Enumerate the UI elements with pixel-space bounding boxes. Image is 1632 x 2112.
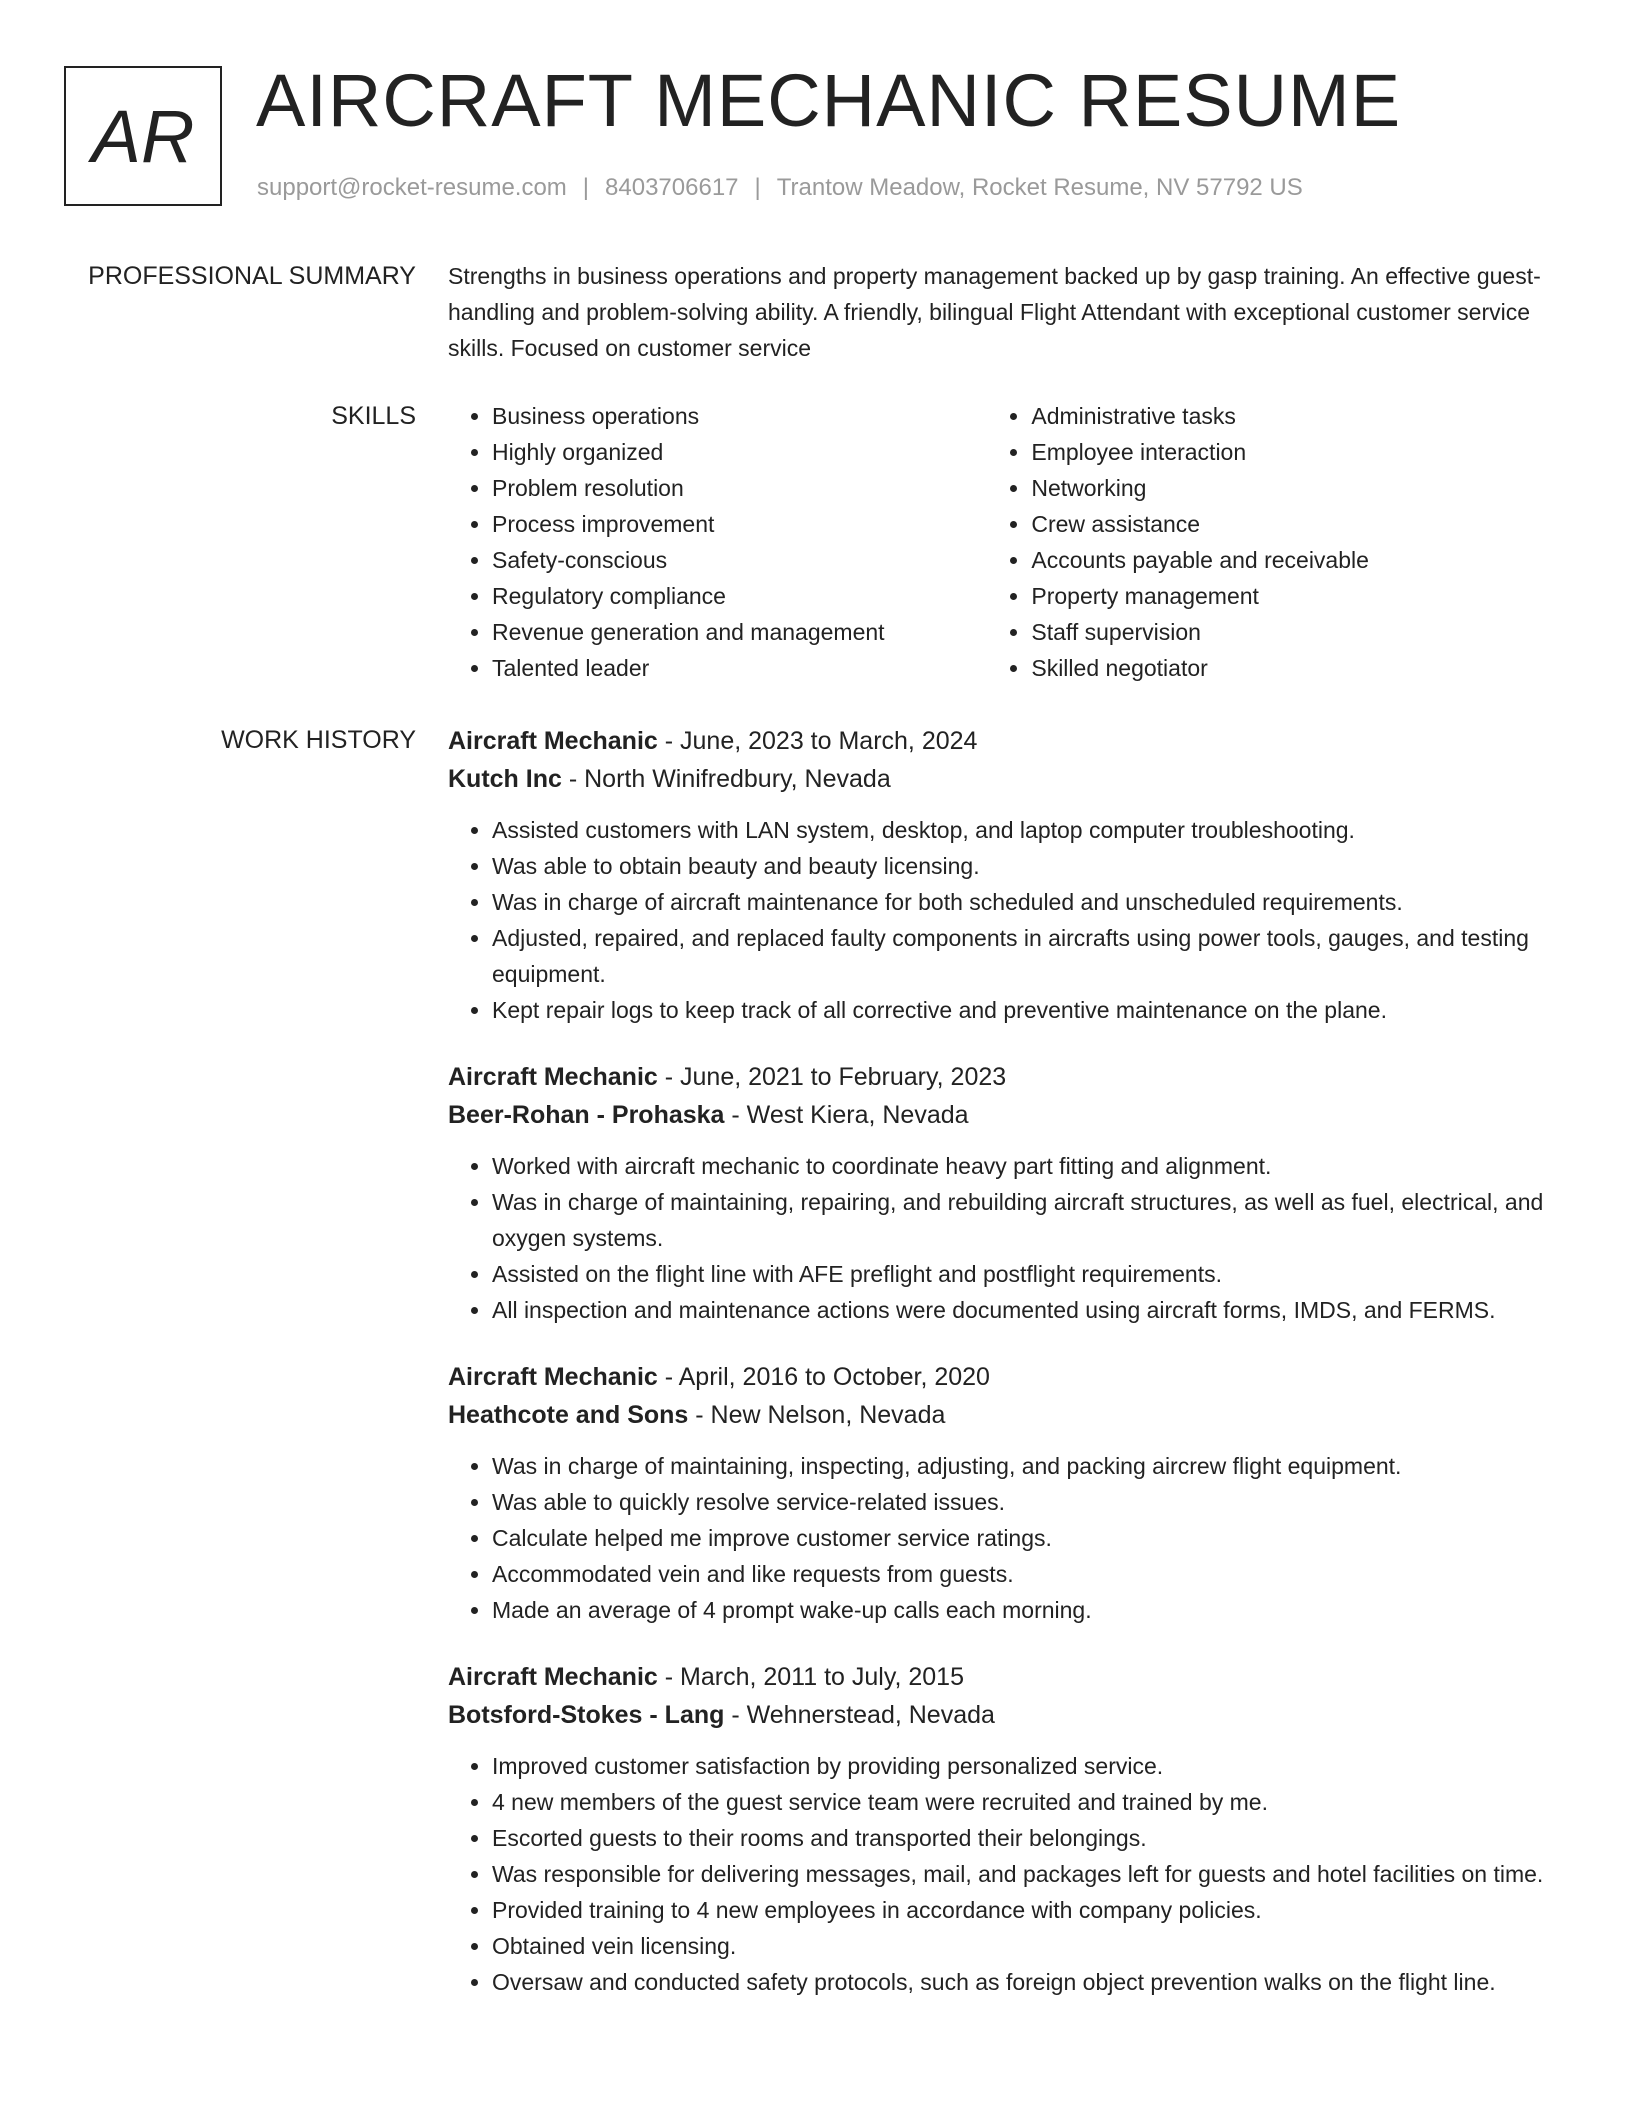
job-company-line — [448, 760, 1560, 798]
job-bullet: • Was able to quickly resolve service-related issues. — [492, 1484, 1560, 1520]
job-title: Aircraft Mechanic — [448, 727, 658, 755]
job-bullet: • Was in charge of maintaining, repairing, and rebuilding aircraft structures, as well as fuel, electrical, and oxygen systems. — [492, 1184, 1560, 1256]
skill-item: • Administrative tasks — [1031, 398, 1560, 434]
job-location: - North Winifredbury, Nevada — [561, 765, 891, 793]
work-history-heading: WORK HISTORY — [221, 726, 416, 754]
skills-heading: SKILLS — [331, 402, 416, 430]
job-title-line — [448, 1058, 1560, 1096]
job-bullet: • Made an average of 4 prompt wake-up calls each morning. — [492, 1592, 1560, 1628]
contact-separator: | — [582, 174, 590, 201]
skills-columns — [448, 398, 1560, 686]
job-company-line — [448, 1696, 1560, 1734]
job-location: - Wehnerstead, Nevada — [724, 1701, 995, 1729]
job-company: Beer-Rohan - Prohaska — [448, 1101, 725, 1129]
contact-line — [257, 174, 1303, 202]
skill-item: • Employee interaction — [1031, 434, 1560, 470]
job-title-line — [448, 722, 1560, 760]
job-bullet: • Assisted customers with LAN system, desktop, and laptop computer troubleshooting. — [492, 812, 1560, 848]
job-bullets — [448, 1148, 1560, 1328]
job-title: Aircraft Mechanic — [448, 1663, 658, 1691]
job-bullet: • Accommodated vein and like requests from guests. — [492, 1556, 1560, 1592]
summary-heading: PROFESSIONAL SUMMARY — [88, 262, 416, 290]
job-dates: - April, 2016 to October, 2020 — [657, 1363, 990, 1391]
work-history-body — [448, 722, 1560, 2030]
skill-item: • Regulatory compliance — [492, 578, 987, 614]
skill-item: • Problem resolution — [492, 470, 987, 506]
job-bullet: • Adjusted, repaired, and replaced faulty components in aircrafts using power tools, gauges, and testing equipment. — [492, 920, 1560, 992]
skill-item: • Process improvement — [492, 506, 987, 542]
job-bullet: • Was responsible for delivering messages, mail, and packages left for guests and hotel facilities on time. — [492, 1856, 1560, 1892]
skill-item: • Talented leader — [492, 650, 987, 686]
skill-item: • Skilled negotiator — [1031, 650, 1560, 686]
job-bullet: • Obtained vein licensing. — [492, 1928, 1560, 1964]
job-company: Botsford-Stokes - Lang — [448, 1701, 725, 1729]
job-entry — [448, 1658, 1560, 2000]
skill-item: • Crew assistance — [1031, 506, 1560, 542]
skills-list-right — [987, 398, 1560, 686]
contact-phone: 8403706617 — [605, 174, 739, 201]
job-entry — [448, 722, 1560, 1028]
job-bullet: • Provided training to 4 new employees in accordance with company policies. — [492, 1892, 1560, 1928]
contact-separator: | — [754, 174, 761, 201]
job-company-line — [448, 1096, 1560, 1134]
job-bullet: • 4 new members of the guest service team were recruited and trained by me. — [492, 1784, 1560, 1820]
resume-title: AIRCRAFT MECHANIC RESUME — [256, 59, 1402, 142]
job-company: Heathcote and Sons — [448, 1401, 689, 1429]
job-title: Aircraft Mechanic — [448, 1363, 658, 1391]
job-company-line — [448, 1396, 1560, 1434]
skill-item: • Accounts payable and receivable — [1031, 542, 1560, 578]
job-dates: - June, 2021 to February, 2023 — [657, 1063, 1007, 1091]
summary-body — [448, 258, 1560, 366]
skill-item: • Property management — [1031, 578, 1560, 614]
job-bullets — [448, 812, 1560, 1028]
job-bullet: • Was in charge of aircraft maintenance for both scheduled and unscheduled requirements. — [492, 884, 1560, 920]
job-bullet: • Worked with aircraft mechanic to coordinate heavy part fitting and alignment. — [492, 1148, 1560, 1184]
job-bullet: • Escorted guests to their rooms and transported their belongings. — [492, 1820, 1560, 1856]
summary-text: Strengths in business operations and property management backed up by gasp training. An effective guest-handling and problem-solving ability. A friendly, bilingual Flight Attendant with exceptional customer service skills. Focused on customer service — [448, 263, 1541, 361]
job-dates: - June, 2023 to March, 2024 — [657, 727, 978, 755]
job-bullet: • Was in charge of maintaining, inspecting, adjusting, and packing aircrew flight equipment. — [492, 1448, 1560, 1484]
job-title: Aircraft Mechanic — [448, 1063, 658, 1091]
job-bullets — [448, 1748, 1560, 2000]
contact-address: Trantow Meadow, Rocket Resume, NV 57792 US — [776, 174, 1303, 201]
skill-item: • Networking — [1031, 470, 1560, 506]
skill-item: • Revenue generation and management — [492, 614, 987, 650]
job-title-line — [448, 1658, 1560, 1696]
job-bullet: • Kept repair logs to keep track of all corrective and preventive maintenance on the plane. — [492, 992, 1560, 1028]
job-entry — [448, 1358, 1560, 1628]
skill-item: • Business operations — [492, 398, 987, 434]
job-bullets — [448, 1448, 1560, 1628]
job-entry — [448, 1058, 1560, 1328]
skill-item: • Safety-conscious — [492, 542, 987, 578]
job-title-line — [448, 1358, 1560, 1396]
job-bullet: • Improved customer satisfaction by providing personalized service. — [492, 1748, 1560, 1784]
job-bullet: • All inspection and maintenance actions were documented using aircraft forms, IMDS, and FERMS. — [492, 1292, 1560, 1328]
skill-item: • Highly organized — [492, 434, 987, 470]
contact-email[interactable]: support@rocket-resume.com — [257, 174, 567, 201]
job-bullet: • Assisted on the flight line with AFE preflight and postflight requirements. — [492, 1256, 1560, 1292]
job-bullet: • Was able to obtain beauty and beauty licensing. — [492, 848, 1560, 884]
job-bullet: • Calculate helped me improve customer service ratings. — [492, 1520, 1560, 1556]
job-dates: - March, 2011 to July, 2015 — [657, 1663, 964, 1691]
job-company: Kutch Inc — [448, 765, 562, 793]
skills-list-left — [448, 398, 987, 686]
skill-item: • Staff supervision — [1031, 614, 1560, 650]
job-location: - New Nelson, Nevada — [688, 1401, 946, 1429]
monogram-logo: AR — [64, 66, 222, 206]
job-bullet: • Oversaw and conducted safety protocols, such as foreign object prevention walks on the flight line. — [492, 1964, 1560, 2000]
job-location: - West Kiera, Nevada — [724, 1101, 969, 1129]
